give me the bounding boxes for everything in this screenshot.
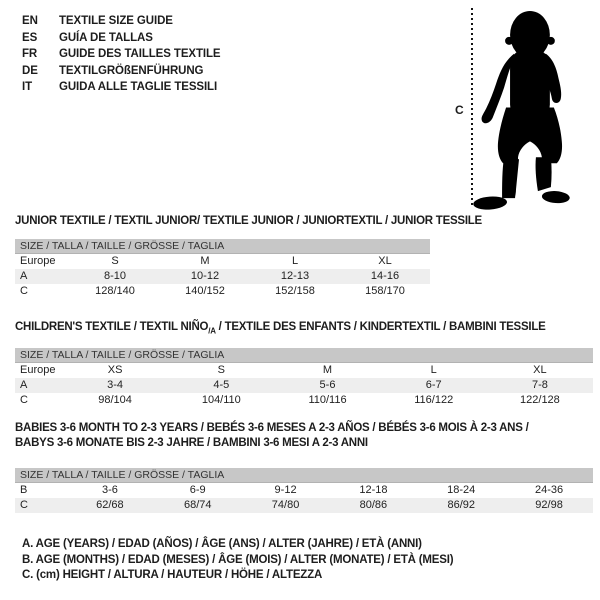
size-cell: 6-7: [425, 379, 442, 391]
size-cell: XS: [107, 364, 123, 376]
table-row: [15, 363, 593, 378]
row-label: A: [20, 379, 28, 391]
size-cell: 12-18: [359, 484, 388, 496]
row-label: C: [20, 499, 28, 511]
guide-title: GUIDE DES TAILLES TEXTILE: [59, 48, 221, 60]
size-cell: 7-8: [531, 379, 548, 391]
table-row: [15, 269, 430, 284]
row-label: Europe: [20, 255, 56, 267]
footnote-b: B. AGE (MONTHS) / EDAD (MESES) / ÂGE (MOIS) / ALTER (MONATE) / ETÀ (MESI): [22, 553, 454, 566]
children-table-title: CHILDREN'S TEXTILE / TEXTIL $NIÑO_{/A}$ / TEXTILE DES ENFANTS / KINDERTEXTIL / BAMBINI TESSILE: [15, 321, 546, 336]
size-cell: 122/128: [520, 394, 560, 406]
size-cell: 14-16: [370, 270, 400, 282]
language-code: ES: [22, 31, 38, 44]
footnote-c: C. (cm) HEIGHT / ALTURA / HAUTEUR / HÖHE / ALTEZZA: [22, 569, 323, 581]
table-row: [15, 254, 430, 269]
guide-title: GUÍA DE TALLAS: [59, 31, 153, 44]
table-size-header: SIZE / TALLA / TAILLE / GRÖSSE / TAGLIA: [15, 468, 593, 483]
row-label: A: [20, 270, 28, 282]
guide-title: GUIDA ALLE TAGLIE TESSILI: [59, 81, 218, 93]
language-title-list: [22, 13, 221, 96]
junior-table-title: JUNIOR TEXTILE / TEXTIL JUNIOR/ TEXTILE JUNIOR / JUNIORTEXTIL / JUNIOR TESSILE: [15, 215, 482, 227]
size-cell: 104/110: [201, 394, 241, 406]
language-row: [22, 13, 221, 30]
size-cell: 80/86: [359, 499, 388, 511]
language-code: IT: [22, 81, 33, 93]
size-cell: 62/68: [96, 499, 124, 511]
size-cell: 3-6: [101, 484, 118, 496]
size-cell: 3-4: [107, 379, 124, 391]
table-row: [15, 483, 593, 498]
size-cell: S: [217, 364, 225, 376]
baby-silhouette-icon: [472, 8, 572, 212]
table-row: [15, 498, 593, 513]
language-row: [22, 63, 221, 80]
size-cell: M: [322, 364, 333, 376]
size-cell: 8-10: [103, 270, 127, 282]
size-cell: 18-24: [447, 484, 476, 496]
height-measure-label: C: [455, 103, 464, 117]
language-row: [22, 46, 221, 63]
size-cell: 6-9: [189, 484, 206, 496]
size-cell: 10-12: [190, 270, 220, 282]
size-cell: 128/140: [95, 285, 135, 297]
size-cell: 158/170: [365, 285, 405, 297]
guide-title: TEXTILGRÖßENFÜHRUNG: [59, 64, 204, 77]
table-size-header: SIZE / TALLA / TAILLE / GRÖSSE / TAGLIA: [15, 348, 593, 363]
language-code: FR: [22, 48, 38, 60]
row-label: C: [20, 394, 28, 406]
size-cell: 92/98: [535, 499, 563, 511]
row-label: B: [20, 484, 28, 496]
size-cell: 9-12: [274, 484, 297, 496]
table-row: [15, 284, 430, 299]
language-row: [22, 79, 221, 96]
table-size-header: SIZE / TALLA / TAILLE / GRÖSSE / TAGLIA: [15, 239, 430, 254]
size-cell: L: [291, 255, 299, 267]
table-row: [15, 378, 593, 393]
size-cell: 24-36: [534, 484, 564, 496]
size-cell: 140/152: [185, 285, 225, 297]
size-cell: S: [111, 255, 119, 267]
size-cell: 86/92: [447, 499, 475, 511]
guide-title: TEXTILE SIZE GUIDE: [59, 15, 173, 27]
size-cell: XL: [378, 255, 392, 267]
size-cell: XL: [533, 364, 547, 376]
language-code: EN: [22, 15, 38, 27]
size-cell: 4-5: [213, 379, 230, 391]
size-cell: 116/122: [414, 394, 454, 406]
measure-footnotes: [22, 537, 453, 584]
size-cell: 12-13: [280, 270, 310, 282]
size-cell: 68/74: [183, 499, 212, 511]
babies-size-table: [15, 468, 593, 513]
size-cell: M: [200, 255, 210, 267]
table-row: [15, 393, 593, 408]
junior-size-table: [15, 239, 430, 299]
language-row: [22, 30, 221, 47]
size-cell: 98/104: [98, 394, 132, 406]
size-cell: L: [430, 364, 437, 376]
children-size-table: [15, 348, 593, 408]
size-cell: 110/116: [308, 394, 347, 406]
size-cell: 152/158: [275, 285, 315, 297]
row-label: C: [20, 285, 28, 297]
language-code: DE: [22, 64, 38, 77]
size-cell: 5-6: [319, 379, 336, 391]
size-cell: 74/80: [271, 499, 300, 511]
footnote-a: A. AGE (YEARS) / EDAD (AÑOS) / ÂGE (ANS) / ALTER (JAHRE) / ETÀ (ANNI): [22, 538, 422, 550]
row-label: Europe: [20, 364, 56, 376]
babies-table-title: BABIES 3-6 MONTH TO 2-3 YEARS / BEBÉS 3-6 MESES A 2-3 AÑOS / BÉBÉS 3-6 MOIS À 2-3 ANS / BABYS 3-6 MONATE BIS 2-3 JAHRE / BAMBINI 3-6 MESI A 2-3 ANNI: [15, 422, 529, 449]
